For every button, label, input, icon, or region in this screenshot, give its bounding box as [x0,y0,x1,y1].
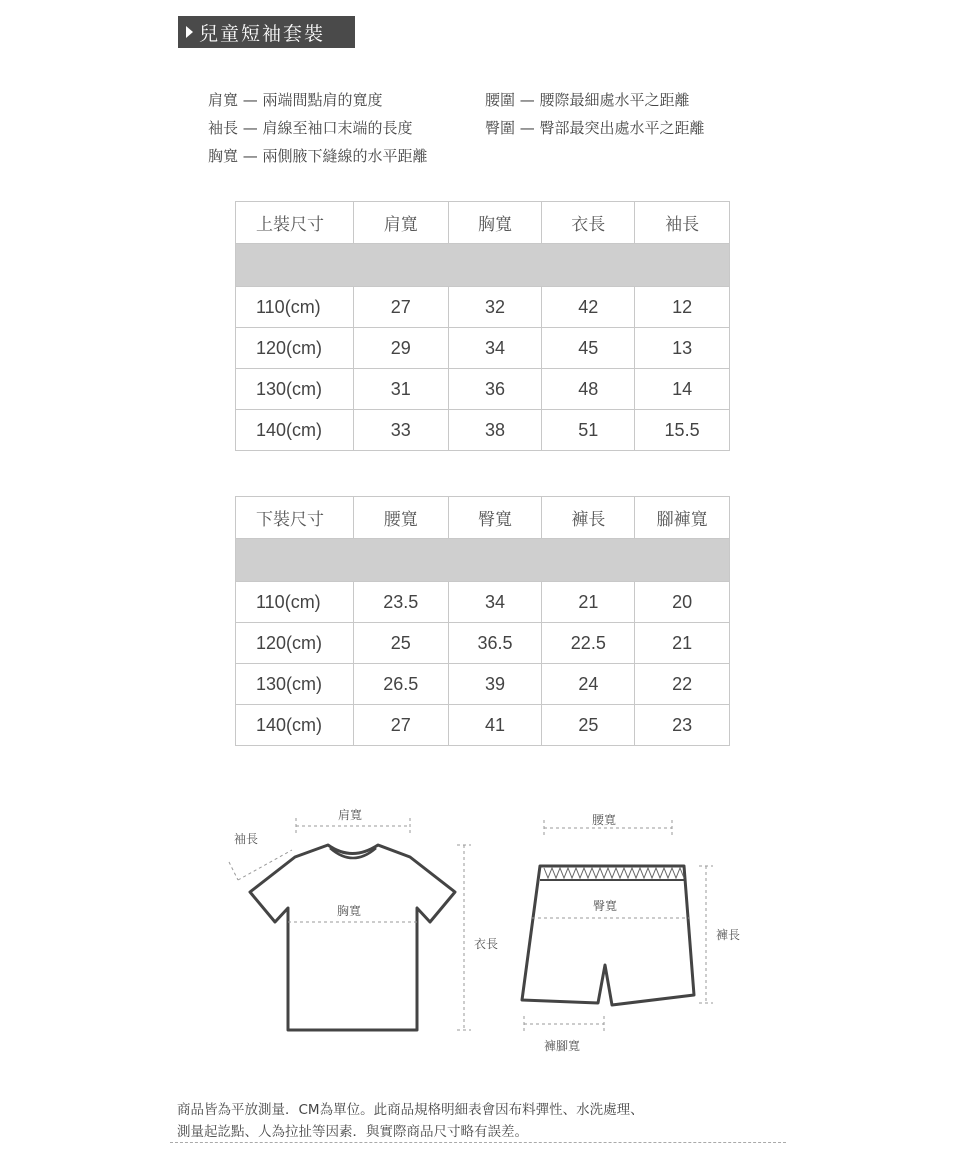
value-cell: 12 [635,287,730,328]
label-waist: 腰寬 [592,813,617,827]
value-cell: 26.5 [353,664,448,705]
header-cell: 肩寬 [353,202,448,244]
value-cell: 51 [542,410,635,451]
label-chest: 胸寬 [337,904,362,918]
section-title-text: 兒童短袖套裝 [199,22,326,45]
size-cell: 130(cm) [236,664,354,705]
value-cell: 24 [542,664,635,705]
definition-sleeve: 袖長 — 肩線至袖口末端的長度 [208,119,413,137]
value-cell: 23 [635,705,730,746]
value-cell: 25 [353,623,448,664]
definition-hip: 臀圍 — 臀部最突出處水平之距離 [485,119,705,137]
size-cell: 140(cm) [236,410,354,451]
value-cell: 27 [353,705,448,746]
value-cell: 33 [353,410,448,451]
value-cell: 48 [542,369,635,410]
size-cell: 120(cm) [236,623,354,664]
header-cell: 下裝尺寸 [236,497,354,539]
size-cell: 110(cm) [236,582,354,623]
value-cell: 41 [448,705,542,746]
value-cell: 14 [635,369,730,410]
value-cell: 38 [448,410,542,451]
value-cell: 27 [353,287,448,328]
label-shoulder: 肩寬 [338,808,363,822]
label-pants-length: 褲長 [716,928,741,942]
definition-shoulder: 肩寬 — 兩端間點肩的寬度 [208,91,383,109]
note-line-2: 測量起訖點、人為拉扯等因素．與實際商品尺寸略有誤差。 [177,1124,528,1140]
header-cell: 腳褲寬 [635,497,730,539]
header-cell: 胸寬 [448,202,542,244]
size-cell: 110(cm) [236,287,354,328]
size-cell: 120(cm) [236,328,354,369]
label-hip: 臀寬 [593,899,618,913]
value-cell: 29 [353,328,448,369]
value-cell: 22.5 [542,623,635,664]
header-cell: 腰寬 [353,497,448,539]
label-sleeve: 袖長 [234,832,259,846]
shorts-illustration [522,866,694,1005]
value-cell: 15.5 [635,410,730,451]
note-line-1: 商品皆為平放測量．CM為單位。此商品規格明細表會因布料彈性、水洗處理、 [177,1102,644,1118]
header-cell: 上裝尺寸 [236,202,354,244]
value-cell: 21 [635,623,730,664]
definition-waist: 腰圍 — 腰際最細處水平之距離 [485,91,690,109]
size-cell: 130(cm) [236,369,354,410]
size-cell: 140(cm) [236,705,354,746]
header-cell: 臀寬 [448,497,542,539]
value-cell: 39 [448,664,542,705]
value-cell: 34 [448,328,542,369]
divider [170,1142,786,1143]
value-cell: 34 [448,582,542,623]
value-cell: 31 [353,369,448,410]
header-cell: 褲長 [542,497,635,539]
value-cell: 36.5 [448,623,542,664]
label-leg-opening: 褲腳寬 [544,1039,581,1053]
header-cell: 袖長 [635,202,730,244]
value-cell: 13 [635,328,730,369]
value-cell: 25 [542,705,635,746]
value-cell: 36 [448,369,542,410]
value-cell: 32 [448,287,542,328]
value-cell: 45 [542,328,635,369]
value-cell: 42 [542,287,635,328]
value-cell: 23.5 [353,582,448,623]
value-cell: 20 [635,582,730,623]
definition-chest: 胸寬 — 兩側腋下縫線的水平距離 [208,147,428,165]
value-cell: 21 [542,582,635,623]
label-length: 衣長 [474,937,499,951]
tshirt-illustration [250,845,455,1030]
value-cell: 22 [635,664,730,705]
header-cell: 衣長 [542,202,635,244]
